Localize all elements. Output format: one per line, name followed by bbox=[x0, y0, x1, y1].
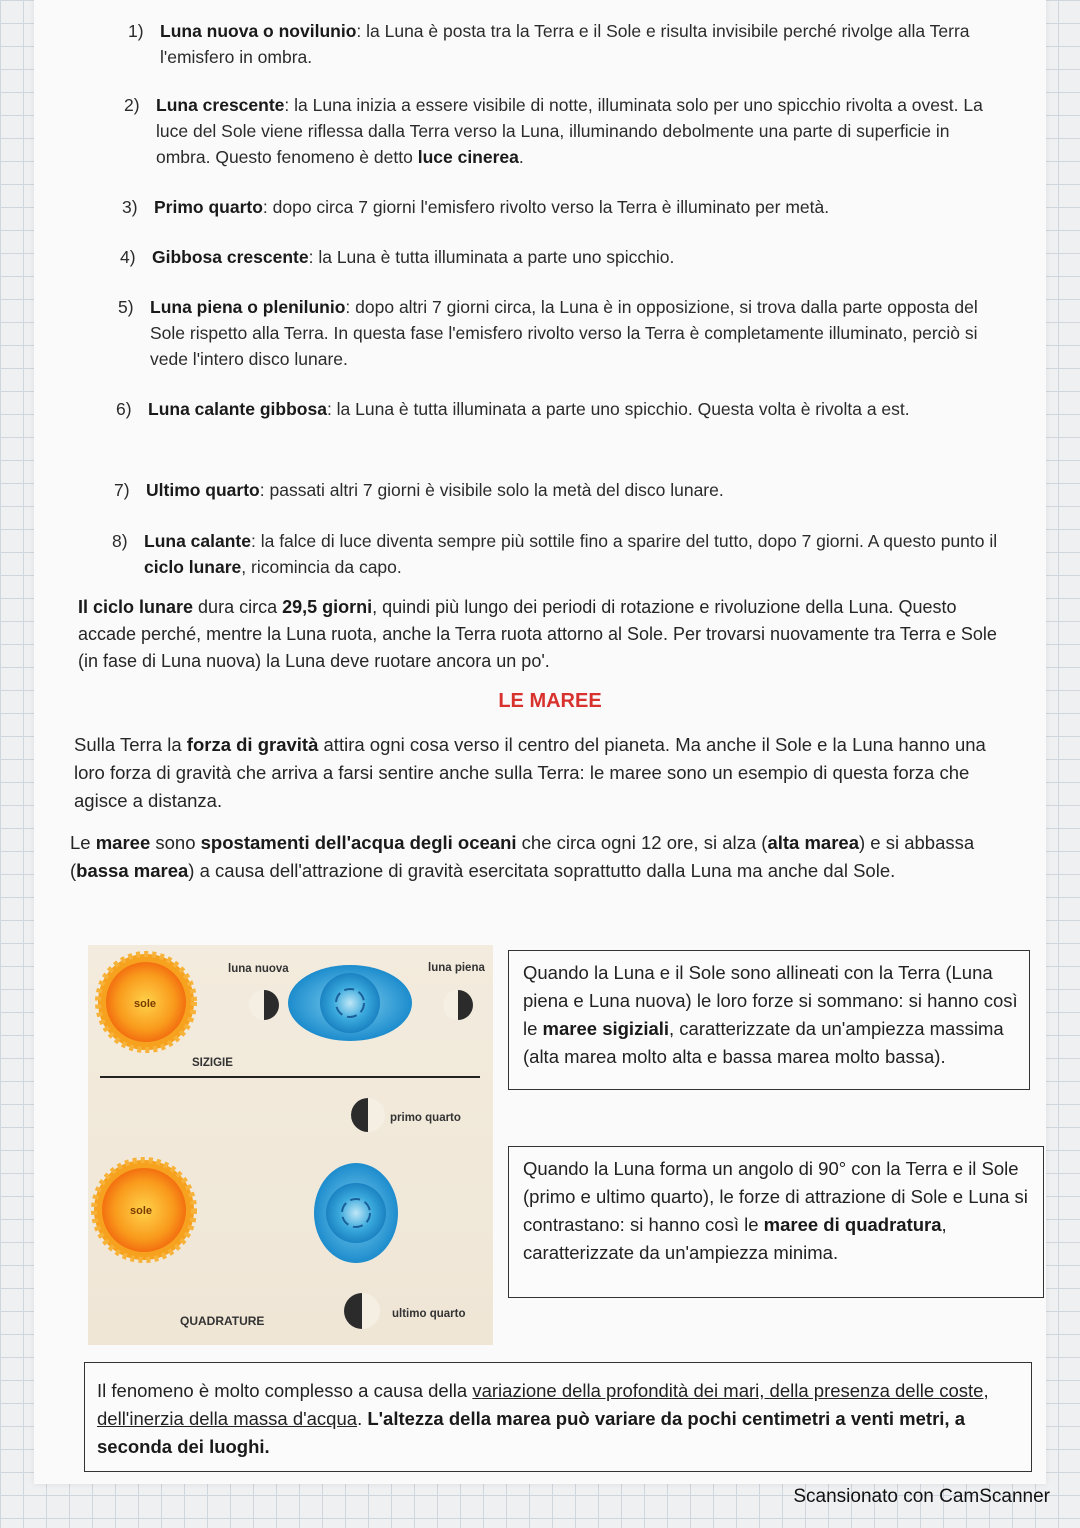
phase-text: : dopo altri 7 giorni circa, la Luna è in opposizione, si trova dalla parte opposta del Sole rispetto alla Terra. In questa fase l'emisfero rivolto verso la Terra è completamente illuminato, perciò si vede l'intero disco lunare. bbox=[150, 297, 978, 369]
phase-item-6 bbox=[116, 396, 996, 422]
text: che circa ogni 12 ore, si alza ( bbox=[516, 832, 768, 853]
bold-text: spostamenti dell'acqua degli oceani bbox=[200, 832, 517, 853]
phase-term: Luna piena o plenilunio bbox=[150, 297, 346, 317]
phase-number: 8) bbox=[112, 531, 128, 551]
bold-text: maree di quadratura bbox=[763, 1214, 942, 1235]
phase-text: : la Luna è tutta illuminata a parte uno spicchio. Questa volta è rivolta a est. bbox=[326, 399, 910, 419]
sun-label: sole bbox=[134, 998, 157, 1010]
last-quarter-moon-icon bbox=[344, 1293, 380, 1329]
text: dura circa bbox=[193, 597, 283, 617]
text: ) a causa dell'attrazione di gravità esercitata soprattutto dalla Luna ma anche dal Sole. bbox=[188, 860, 896, 881]
phase-tail: . bbox=[518, 147, 524, 167]
conclusion-box bbox=[84, 1362, 1032, 1472]
new-moon-icon bbox=[249, 990, 279, 1020]
text: Quando la Luna e il Sole sono allineati con la Terra (Luna piena e Luna nuova) le loro forze si sommano: si hanno così le bbox=[523, 962, 1018, 1039]
bold-text: maree bbox=[95, 832, 151, 853]
tides-paragraph bbox=[70, 829, 1030, 885]
bold-text: L'altezza della marea può variare da pochi centimetri a venti metri, a seconda dei luoghi. bbox=[97, 1408, 965, 1457]
sun-label: sole bbox=[130, 1205, 153, 1217]
bold-text: Il ciclo lunare bbox=[78, 597, 194, 617]
phase-tail: , ricomincia da capo. bbox=[241, 557, 402, 577]
phase-text: : passati altri 7 giorni è visibile solo la metà del disco lunare. bbox=[259, 480, 724, 500]
bold-text: alta marea bbox=[767, 832, 859, 853]
phase-number: 5) bbox=[118, 297, 134, 317]
syzygy-tides-box bbox=[508, 950, 1030, 1090]
first-quarter-moon-icon bbox=[351, 1098, 385, 1132]
phase-text: : la falce di luce diventa sempre più sottile fino a sparire del tutto, dopo 7 giorni. A questo punto il bbox=[250, 531, 998, 551]
full-moon-icon bbox=[443, 990, 473, 1020]
tides-figure bbox=[88, 945, 493, 1345]
first-quarter-label: primo quarto bbox=[390, 1112, 461, 1124]
new-moon-label: luna nuova bbox=[228, 963, 289, 975]
phase-number: 4) bbox=[120, 247, 136, 267]
quadrature-label: QUADRATURE bbox=[180, 1314, 265, 1328]
phase-term: Luna nuova o novilunio bbox=[160, 21, 357, 41]
text: . bbox=[357, 1408, 368, 1429]
text: Sulla Terra la bbox=[74, 734, 187, 755]
last-quarter-label: ultimo quarto bbox=[392, 1308, 466, 1320]
phase-term-secondary: ciclo lunare bbox=[144, 557, 242, 577]
underlined-text: variazione della profondità dei mari, della presenza delle coste, dell'inerzia della massa d'acqua bbox=[97, 1380, 989, 1429]
phase-number: 6) bbox=[116, 399, 132, 419]
phase-text: : la Luna è tutta illuminata a parte uno spicchio. bbox=[308, 247, 675, 267]
text: , quindi più lungo dei periodi di rotazione e rivoluzione della Luna. Questo accade perché, mentre la Luna ruota, anche la Terra ruota attorno al Sole. Per trovarsi nuovamente tra Terra e Sole (in fase di Luna nuova) la Luna deve ruotare ancora un po'. bbox=[78, 597, 997, 671]
phase-term: Luna crescente bbox=[156, 95, 285, 115]
text: , caratterizzate da un'ampiezza massima (alta marea molto alta e bassa marea molto bassa). bbox=[523, 1018, 1004, 1067]
phase-number: 2) bbox=[124, 95, 140, 115]
phase-item-2 bbox=[124, 92, 1004, 170]
bold-text: bassa marea bbox=[76, 860, 189, 881]
section-title: LE MAREE bbox=[498, 690, 602, 712]
text: Le bbox=[70, 832, 96, 853]
phase-item-3 bbox=[122, 194, 1002, 220]
phase-term-secondary: luce cinerea bbox=[417, 147, 519, 167]
scanner-watermark: Scansionato con CamScanner bbox=[793, 1486, 1050, 1507]
lunar-cycle-paragraph bbox=[78, 594, 1008, 675]
phase-number: 1) bbox=[128, 21, 144, 41]
phase-number: 7) bbox=[114, 480, 130, 500]
text: sono bbox=[150, 832, 201, 853]
phase-term: Ultimo quarto bbox=[146, 480, 260, 500]
earth-syzygy-icon bbox=[288, 965, 412, 1041]
bold-text: maree sigiziali bbox=[542, 1018, 670, 1039]
text: Quando la Luna forma un angolo di 90° con la Terra e il Sole (primo e ultimo quarto), le forze di attrazione di Sole e Luna si contrastano: si hanno così le bbox=[523, 1158, 1028, 1235]
phase-term: Luna calante bbox=[144, 531, 251, 551]
phase-item-5 bbox=[118, 294, 993, 372]
phase-item-4 bbox=[120, 244, 1000, 270]
phase-item-8 bbox=[112, 528, 1002, 580]
text: ) e si abbassa ( bbox=[70, 832, 975, 881]
phase-text: : la Luna è posta tra la Terra e il Sole e risulta invisibile perché rivolge alla Terra l'emisfero in ombra. bbox=[160, 21, 970, 67]
text: attira ogni cosa verso il centro del pianeta. Ma anche il Sole e la Luna hanno una loro forza di gravità che arriva a farsi sentire anche sulla Terra: le maree sono un esempio di questa forza che agisce a distanza. bbox=[74, 734, 986, 811]
phase-item-7 bbox=[114, 477, 994, 503]
phase-text: : dopo circa 7 giorni l'emisfero rivolto verso la Terra è illuminato per metà. bbox=[262, 197, 830, 217]
phase-term: Primo quarto bbox=[154, 197, 263, 217]
bold-text: 29,5 giorni bbox=[282, 597, 373, 617]
quadrature-tides-box bbox=[508, 1146, 1044, 1298]
full-moon-label: luna piena bbox=[428, 962, 485, 974]
syzygy-label: SIZIGIE bbox=[192, 1057, 233, 1069]
gravity-paragraph bbox=[74, 731, 1019, 815]
text: , caratterizzate da un'ampiezza minima. bbox=[523, 1214, 947, 1263]
phase-term: Gibbosa crescente bbox=[152, 247, 309, 267]
phase-text: : la Luna inizia a essere visibile di notte, illuminata solo per uno spicchio rivolta a ovest. La luce del Sole viene riflessa dalla Terra verso la Luna, illuminando debolmente una parte di superficie in ombra. Questo fenomeno è detto bbox=[156, 95, 983, 167]
bold-text: forza di gravità bbox=[186, 734, 319, 755]
phase-number: 3) bbox=[122, 197, 138, 217]
phase-term: Luna calante gibbosa bbox=[148, 399, 327, 419]
tides-diagram bbox=[88, 945, 493, 1345]
phase-item-1 bbox=[128, 18, 988, 70]
earth-quadrature-icon bbox=[314, 1163, 398, 1263]
text: Il fenomeno è molto complesso a causa della bbox=[97, 1380, 473, 1401]
